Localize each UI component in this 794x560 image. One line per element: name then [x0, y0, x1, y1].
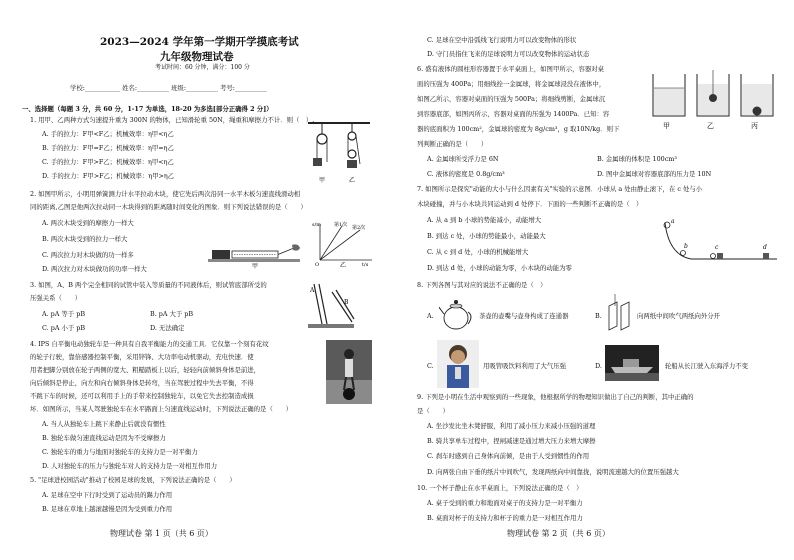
q8-d-caption: 轮船从长江驶入东海浮力不变	[665, 362, 749, 370]
q6-stem-2: 面的压强为 400Pa；用细线拴一金属球，将金属球浸没在液体中，	[417, 80, 606, 88]
q6-stem-6: 列判断正确的是（ ）	[417, 140, 488, 148]
q2-graph-series1: 第1次	[334, 222, 348, 228]
q2-option-b: B. 两次木块受到的拉力一样大	[42, 235, 128, 243]
q1-label-yi: 乙	[349, 177, 356, 184]
q6-option-c: C. 液体的密度是 0.8g/cm³	[427, 170, 505, 178]
q5-stem: 5. "足球进校园活动"推动了校园足球的发展，下列说法正确的是（ ）	[30, 476, 236, 484]
q5-option-a: A. 足球在空中下行时受到了运动员的踢力作用	[42, 491, 173, 499]
exam-title: 2023—2024 学年第一学期开学摸底考试	[100, 36, 299, 48]
q2-option-d: D. 两次拉力对木块做功的功率一样大	[42, 265, 147, 273]
q2-stem-2: 同的距离,乙图是他两次拉动同一木块得到的距离随时间变化的图象．则下列说法错误的是（ ）	[30, 203, 307, 211]
q9-option-a: A. 坐沙发比坐木凳舒服，利用了减小压力来减小压强的道理	[427, 422, 596, 430]
q7-track-figure	[659, 215, 781, 267]
q9-option-c: C. 刹车时感到自己身体向前倾，是由于人受到惯性的作用	[427, 452, 590, 460]
q10-option-a: A. 桌子受到的重力和地面对桌子的支持力是一对平衡力	[427, 499, 583, 507]
q6-option-d: D. 图中金属球对容器底部的压力是 10N	[597, 170, 712, 178]
section-heading: 一、选择题（每题 3 分，共 60 分，1-17 为单选，18-20 为多选[部分正确得 2 分]）	[22, 105, 273, 113]
exam-info: 考试时间：60 分钟，满分：100 分	[155, 64, 250, 71]
q6-containers-figure	[649, 70, 779, 130]
q7-stem-2: 木块碰撞，并与小木块共同运动到 d 处停下．下面的一些判断不正确的是（ ）	[417, 200, 643, 208]
q4-option-c: C. 独轮车的重力与地面对独轮车的支持力是一对平衡力	[42, 448, 198, 456]
q8-paper-strips-image	[607, 292, 633, 332]
q4-stem-1: 4. IPS 自平衡电动独轮车是一种具有自我平衡能力的交通工具．它仅靠一个刻有花纹	[30, 340, 269, 348]
q10-stem: 10. 一个杯子静止在水平桌面上，下列说法正确的是（ ）	[417, 484, 583, 492]
q2-graph-series2: 第2次	[352, 225, 366, 231]
q8-b-label: B.	[595, 312, 602, 320]
footer-right: 物理试卷 第 2 页（共 6 页）	[507, 529, 610, 538]
q1-label-jia: 甲	[319, 177, 326, 184]
q8-stem: 8. 下列各图与其对应的说法不正确的是（ ）	[417, 281, 547, 289]
q7-label-c: c	[715, 244, 719, 251]
q8-boy-straw-image	[437, 340, 479, 388]
q6-stem-3: 如图乙所示，容器对桌面的压强为 500Pa；将细线剪断，金属球沉	[417, 95, 606, 103]
container-yi	[697, 70, 729, 116]
q3-option-b: B. pA 大于 pB	[150, 310, 194, 318]
q1-option-d: D. 手的拉力：F甲>F乙；机械效率：η甲>η乙	[42, 172, 175, 180]
q8-ship-image	[605, 345, 659, 381]
q8-c-label: C.	[427, 362, 434, 370]
q9-stem-1: 9. 下列是小明在生活中观察到的一些现象，他根据所学的物理知识做出了自己的判断，其中正确的	[417, 393, 694, 401]
q6-stem-5: 器的底面积为 100cm²，金属球的密度为 8g/cm³，g 取10N/kg．则下	[417, 125, 620, 133]
q1-option-b: B. 手的拉力：F甲=F乙；机械效率：η甲=η乙	[42, 144, 174, 152]
q1-option-c: C. 手的拉力：F甲>F乙；机械效率：η甲<η乙	[42, 158, 174, 166]
q6-label-jia: 甲	[663, 122, 670, 130]
q3-test-tubes-figure	[308, 282, 356, 330]
q4-unicycle-photo	[326, 340, 372, 404]
q8-b-caption: 向两纸中间吹气两纸向外分开	[637, 312, 721, 320]
q8-a-caption: 茶壶的壶嘴与壶身构成了连通器	[479, 312, 569, 320]
q3-stem-1: 3. 如图，A、B 两个完全相同的试管中装入等质量的不同液体后，则试管底部所受的	[30, 281, 267, 289]
q8-teapot-image	[439, 292, 473, 332]
student-fields: 学校:___________ 姓名:__________ 班级:__________ 考号:__________	[70, 84, 267, 92]
footer-left: 物理试卷 第 1 页（共 6 页）	[110, 529, 213, 538]
q2-graph-xlabel: t/s	[362, 262, 369, 268]
q8-d-label: D.	[595, 362, 602, 370]
q4-stem-2: 的轮子行驶，靠倍感器控制平衡，采用锌锋、大功率电动机驱动，充电快速．使	[30, 353, 254, 361]
q3-label-a: A	[310, 287, 315, 294]
q4-option-b: B. 独轮车做匀速直线运动是因为不受摩擦力	[42, 434, 166, 442]
q5-option-d: D. 守门员指住飞来的足球说明力可以改变物体的运动状态	[427, 50, 590, 58]
q3-stem-2: 压强关系（ ）	[30, 294, 82, 302]
q7-stem-1: 7. 如图所示是探究"动能的大小与什么因素有关"实验的示意图．小球从 a 处由静止滚下，在 c 处与小	[417, 185, 703, 193]
q4-stem-5: 不跳下车的时候，还可以利用手上的手带来控制独轮车，以免它失去控制造成损	[30, 392, 254, 400]
q4-option-d: D. 人对独轮车的压力与独轮车对人的支持力是一对相互作用力	[42, 462, 218, 470]
q7-option-c: C. 从 c 到 d 处，小球的机械能增大	[427, 248, 529, 256]
q3-option-d: D. 无法确定	[150, 324, 185, 332]
q6-label-bing: 丙	[751, 122, 758, 130]
q3-label-b: B	[344, 299, 349, 306]
q8-c-caption: 用吸管吸饮料利用了大气压强	[483, 362, 567, 370]
q3-option-a: A. pA 等于 pB	[42, 310, 86, 318]
q4-stem-4: 向后倾斜是停止，向左和向右倾斜身体是转弯，当在驾驶过程中失去平衡，不得	[30, 379, 254, 387]
q1-pulley-figure	[308, 120, 370, 186]
q7-label-b: b	[684, 243, 688, 250]
q2-stem-1: 2. 如图甲所示，小明用弹簧测力计水平拉动木块，使它先后两次沿同一水平木板匀速直线滑动相	[30, 190, 301, 198]
q6-option-b: B. 金属球的体积是 100cm³	[597, 155, 677, 163]
q1-option-a: A. 手的拉力：F甲<F乙；机械效率：η甲<η乙	[42, 130, 174, 138]
right-page	[397, 0, 794, 560]
q5-option-c: C. 足球在空中沿弧线飞行说明力可以改变物体的形状	[427, 36, 577, 44]
q7-option-b: B. 到达 c 处，小球的势能最小，动能最大	[427, 232, 546, 240]
q2-label-jia: 甲	[252, 263, 259, 270]
container-jia	[653, 74, 685, 116]
q7-label-a: a	[671, 218, 675, 225]
q10-option-b: B. 桌面对杯子的支持力和杯子的重力是一对相互作用力	[427, 514, 583, 522]
q9-option-d: D. 向两张自由下垂的纸片中间吹气，发现两纸向中间靠拢，说明流速越大的位置压强越大	[427, 468, 679, 476]
q4-stem-6: 坏．如图所示，当某人驾驶独轮车在水平路面上匀速直线运动时，下列说法正确的是（ ）	[30, 405, 293, 413]
q2-graph-ylabel: s/m	[312, 222, 321, 228]
q7-option-d: D. 到达 d 处，小球的动能为零，小木块的动能为零	[427, 264, 572, 272]
q2-option-a: A. 两次木块受到的摩擦力一样大	[42, 219, 134, 227]
q6-stem-4: 到容器底部，如图丙所示，容器对桌面的压强为 1400Pa．已知：容	[417, 110, 610, 118]
q6-label-yi: 乙	[707, 122, 714, 130]
q3-option-c: C. pA 小于 pB	[42, 324, 86, 332]
q6-stem-1: 6. 盛有液体的圆柱形容器置于水平桌面上，如图甲所示，容器对桌	[417, 65, 605, 73]
q9-option-b: B. 骑共享单车过程中，捏闸减速是通过增大压力来增大摩擦	[427, 437, 596, 445]
q7-option-a: A. 从 a 到 b 小球的势能减小，动能增大	[427, 216, 542, 224]
exam-subtitle: 九年级物理试卷	[160, 51, 234, 63]
q2-st-graph	[312, 220, 374, 268]
q2-graph-label: 乙	[340, 262, 347, 268]
q4-stem-3: 用者把脚分别放在轮子两侧的宽大、粗糙踏板上以后，轻轻向前倾斜身体是前进，	[30, 366, 261, 374]
q4-option-a: A. 当人从独轮车上跳下来静止后就没有惯性	[42, 420, 166, 428]
q7-label-d: d	[763, 244, 767, 251]
container-bing	[741, 74, 773, 116]
q2-option-c: C. 两次拉力对木块做的功一样多	[42, 251, 134, 259]
q2-graph-origin: O	[315, 262, 320, 268]
q6-option-a: A. 金属球所受浮力是 6N	[427, 155, 499, 163]
q8-a-label: A.	[427, 312, 434, 320]
q5-option-b: B. 足球在草地上越滚越慢是因为受到重力作用	[42, 505, 173, 513]
q1-stem: 1. 用甲、乙两种方式匀速提升重为 300N 的物体，已知滑轮重 50N，绳重和摩擦力不计．则（ ）.	[30, 116, 315, 124]
q2-apparatus-figure	[208, 236, 304, 270]
q9-stem-2: 是（ ）	[417, 407, 449, 415]
